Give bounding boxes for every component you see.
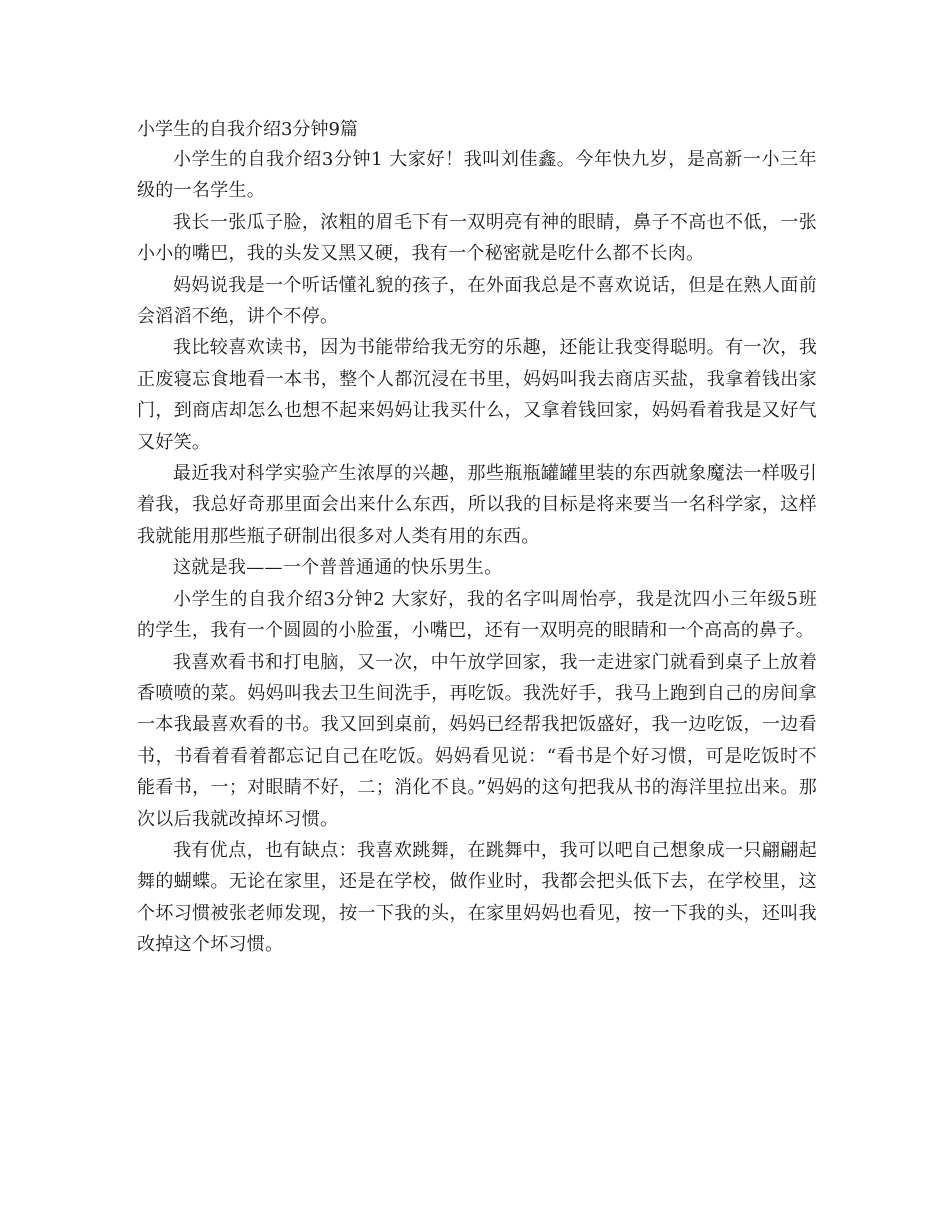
- paragraph: 我有优点，也有缺点：我喜欢跳舞，在跳舞中，我可以吧自己想象成一只翩翩起舞的蝴蝶。无论在家里，还是在学校，做作业时，我都会把头低下去，在学校里，这个坏习惯被张老师发现，按一下我的头，在家里妈妈也看见，按一下我的头，还叫我改掉这个坏习惯。: [137, 839, 817, 956]
- paragraph: 我长一张瓜子脸，浓粗的眉毛下有一双明亮有神的眼睛，鼻子不高也不低，一张小小的嘴巴，我的头发又黑又硬，我有一个秘密就是吃什么都不长肉。: [137, 211, 817, 265]
- paragraph: 小学生的自我介绍3分钟2 大家好，我的名字叫周怡亭，我是沈四小三年级5班的学生，我有一个圆圆的小脸蛋，小嘴巴，还有一双明亮的眼睛和一个高高的鼻子。: [137, 588, 817, 642]
- document-title: 小学生的自我介绍3分钟9篇: [137, 119, 358, 140]
- paragraph: 这就是我——一个普普通通的快乐男生。: [173, 557, 503, 579]
- document-body: [137, 116, 817, 961]
- paragraph: 我比较喜欢读书，因为书能带给我无穷的乐趣，还能让我变得聪明。有一次，我正废寝忘食地看一本书，整个人都沉浸在书里，妈妈叫我去商店买盐，我拿着钱出家门，到商店却怎么也想不起来妈妈让我买什么，又拿着钱回家，妈妈看着我是又好气又好笑。: [137, 337, 817, 453]
- paragraph: 最近我对科学实验产生浓厚的兴趣，那些瓶瓶罐罐里装的东西就象魔法一样吸引着我，我总好奇那里面会出来什么东西，所以我的目标是将来要当一名科学家，这样我就能用那些瓶子研制出很多对人类有用的东西。: [137, 463, 817, 547]
- paragraph: 我喜欢看书和打电脑，又一次，中午放学回家，我一走进家门就看到桌子上放着香喷喷的菜。妈妈叫我去卫生间洗手，再吃饭。我洗好手，我马上跑到自己的房间拿一本我最喜欢看的书。我又回到桌前，妈妈已经帮我把饭盛好，我一边吃饭，一边看书，书看着看着都忘记自己在吃饭。妈妈看见说：“看书是个好习惯，可是吃饭时不能看书，一；对眼睛不好，二；消化不良。”妈妈的这句把我从书的海洋里拉出来。那次以后我就改掉坏习惯。: [137, 651, 817, 830]
- paragraph: 小学生的自我介绍3分钟1 大家好！我叫刘佳鑫。今年快九岁，是高新一小三年级的一名学生。: [137, 149, 817, 202]
- paragraph: 妈妈说我是一个听话懂礼貌的孩子，在外面我总是不喜欢说话，但是在熟人面前会滔滔不绝，讲个不停。: [137, 274, 817, 328]
